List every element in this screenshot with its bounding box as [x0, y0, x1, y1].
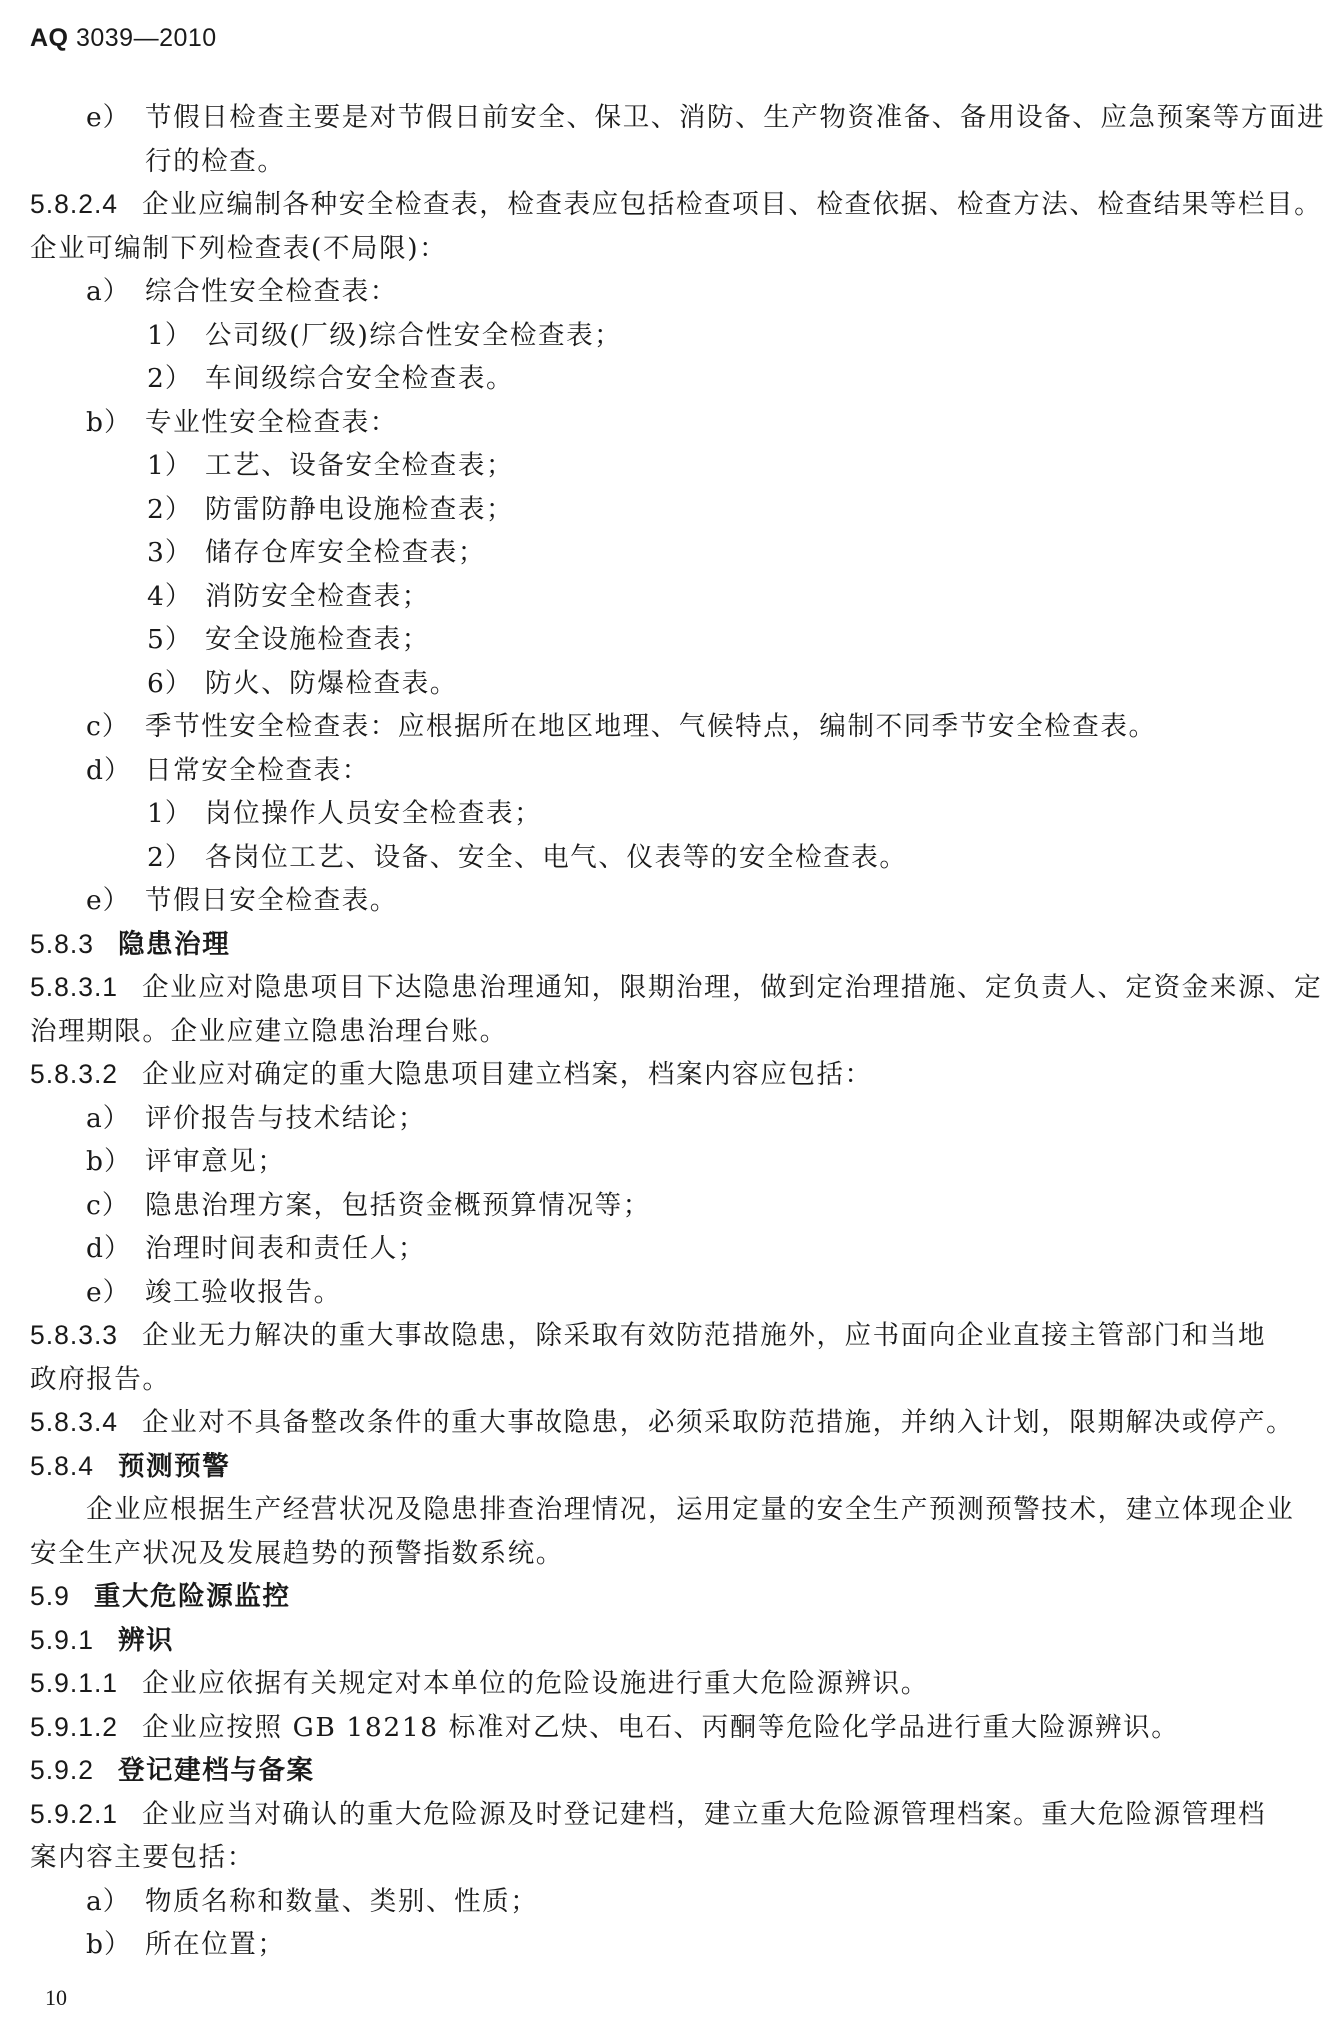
line-text: 安全生产状况及发展趋势的预警指数系统。 — [30, 1537, 564, 1569]
list-marker: 5） — [147, 624, 193, 655]
list-marker: b） — [86, 1929, 132, 1960]
line-text: 企业应按照 GB 18218 标准对乙炔、电石、丙酮等危险化学品进行重大险源辨识。 — [142, 1711, 1180, 1743]
line-text: 企业可编制下列检查表(不局限)： — [30, 232, 448, 264]
list-item — [30, 96, 1326, 140]
section-heading — [30, 1445, 1308, 1489]
line-text: 所在位置； — [145, 1929, 286, 1960]
list-item — [30, 879, 1308, 923]
list-marker: 1） — [147, 319, 193, 351]
heading-text: 重大危险源监控 — [93, 1581, 291, 1612]
list-marker: d） — [86, 1233, 132, 1264]
list-item — [30, 1184, 1308, 1228]
page-number: 10 — [45, 1985, 67, 2010]
list-marker: 2） — [147, 841, 193, 873]
clause-number: 5.9.1.2 — [30, 1711, 119, 1742]
sub-list-item — [30, 836, 1308, 880]
standard-prefix: AQ — [30, 24, 69, 52]
sub-list-item — [30, 618, 1308, 662]
list-marker: c） — [86, 1189, 130, 1221]
heading-text: 隐患治理 — [117, 928, 231, 960]
list-item — [30, 1140, 1308, 1184]
line-text: 政府报告。 — [30, 1363, 171, 1395]
line-text: 治理期限。企业应建立隐患治理台账。 — [30, 1015, 508, 1047]
list-item — [30, 1923, 1308, 1967]
section-heading — [30, 1619, 1308, 1663]
line-text: 安全设施检查表； — [205, 624, 430, 655]
list-marker: 3） — [147, 537, 193, 568]
list-marker: a） — [86, 1102, 131, 1134]
list-marker: 4） — [147, 580, 193, 612]
line-text: 日常安全检查表： — [145, 754, 370, 786]
section-heading — [30, 1575, 1308, 1619]
paragraph-line — [30, 1532, 1308, 1576]
heading-text: 登记建档与备案 — [117, 1755, 315, 1786]
clause-line — [30, 1053, 1308, 1097]
list-marker: a） — [86, 276, 131, 307]
line-text: 企业应对隐患项目下达隐患治理通知，限期治理，做到定治理措施、定负责人、定资金来源、定 — [142, 972, 1323, 1003]
line-text: 物质名称和数量、类别、性质； — [145, 1885, 539, 1917]
line-text: 防雷防静电设施检查表； — [205, 493, 515, 525]
list-marker: e） — [86, 102, 131, 133]
clause-number: 5.8.3.1 — [30, 972, 119, 1002]
line-text: 岗位操作人员安全检查表； — [205, 798, 543, 829]
section-heading — [30, 923, 1308, 967]
clause-number: 5.8.3.4 — [30, 1407, 119, 1437]
list-marker: b） — [86, 406, 132, 438]
line-text: 公司级(厂级)综合性安全检查表； — [205, 319, 623, 351]
list-marker: 1） — [147, 798, 193, 829]
clause-line — [30, 1662, 1308, 1706]
line-text: 企业对不具备整改条件的重大事故隐患，必须采取防范措施，并纳入计划，限期解决或停产。 — [142, 1407, 1295, 1438]
paragraph-line — [30, 227, 1308, 271]
clause-number: 5.8.4 — [30, 1450, 94, 1481]
clause-number: 5.9.2.1 — [30, 1798, 119, 1829]
line-text: 节假日检查主要是对节假日前安全、保卫、消防、生产物资准备、备用设备、应急预案等方面进 — [145, 102, 1326, 133]
line-text: 企业应编制各种安全检查表，检查表应包括检查项目、检查依据、检查方法、检查结果等栏目。 — [142, 189, 1323, 220]
line-text: 治理时间表和责任人； — [145, 1233, 426, 1264]
sub-list-item — [30, 575, 1308, 619]
line-text: 评价报告与技术结论； — [145, 1102, 426, 1134]
clause-number: 5.9.2 — [30, 1755, 94, 1785]
line-text: 车间级综合安全检查表。 — [205, 363, 515, 394]
line-text: 防火、防爆检查表。 — [205, 667, 458, 699]
line-text: 各岗位工艺、设备、安全、电气、仪表等的安全检查表。 — [205, 841, 908, 873]
document-header — [30, 24, 217, 53]
list-marker: e） — [86, 1276, 131, 1308]
list-marker: 6） — [147, 667, 193, 699]
clause-line — [30, 1314, 1308, 1358]
line-text: 竣工验收报告。 — [145, 1276, 342, 1308]
line-text: 储存仓库安全检查表； — [205, 537, 486, 568]
list-item — [30, 401, 1308, 445]
line-text: 专业性安全检查表： — [145, 406, 398, 438]
list-item — [30, 749, 1308, 793]
sub-list-item — [30, 314, 1308, 358]
list-item — [30, 1097, 1308, 1141]
line-text: 行的检查。 — [145, 145, 286, 177]
line-text: 消防安全检查表； — [205, 580, 430, 612]
standard-number: 3039—2010 — [75, 24, 217, 52]
clause-number: 5.8.3 — [30, 928, 94, 959]
paragraph-line — [30, 1010, 1308, 1054]
clause-number: 5.9.1.1 — [30, 1668, 119, 1698]
clause-line — [30, 1793, 1308, 1837]
clause-line — [30, 966, 1323, 1010]
clause-line — [30, 183, 1323, 227]
clause-line — [30, 1706, 1308, 1750]
line-text: 企业无力解决的重大事故隐患，除采取有效防范措施外，应书面向企业直接主管部门和当地 — [142, 1320, 1267, 1351]
list-item — [30, 1880, 1308, 1924]
list-item — [30, 1227, 1308, 1271]
paragraph-line — [30, 1836, 1308, 1880]
line-text: 评审意见； — [145, 1146, 286, 1177]
clause-number: 5.8.3.3 — [30, 1320, 119, 1350]
paragraph-line — [30, 1488, 1308, 1532]
clause-number: 5.8.2.4 — [30, 189, 119, 219]
list-marker: a） — [86, 1885, 131, 1917]
line-text: 综合性安全检查表： — [145, 276, 398, 307]
list-marker: 2） — [147, 363, 193, 394]
line-text: 企业应对确定的重大隐患项目建立档案，档案内容应包括： — [142, 1059, 873, 1090]
clause-number: 5.9.1 — [30, 1624, 94, 1655]
line-text: 企业应根据生产经营状况及隐患排查治理情况，运用定量的安全生产预测预警技术，建立体现企业 — [86, 1494, 1295, 1525]
line-text: 企业应依据有关规定对本单位的危险设施进行重大危险源辨识。 — [142, 1668, 929, 1699]
line-text: 案内容主要包括： — [30, 1842, 255, 1873]
sub-list-item — [30, 531, 1308, 575]
list-item — [30, 705, 1308, 749]
list-marker: c） — [86, 711, 130, 742]
clause-number: 5.9 — [30, 1581, 70, 1611]
sub-list-item — [30, 444, 1308, 488]
list-item — [30, 270, 1308, 314]
clause-line — [30, 1401, 1308, 1445]
line-text: 隐患治理方案，包括资金概预算情况等； — [145, 1189, 651, 1221]
list-item — [30, 1271, 1308, 1315]
list-marker: b） — [86, 1146, 132, 1177]
sub-list-item — [30, 792, 1308, 836]
heading-text: 辨识 — [117, 1624, 175, 1656]
sub-list-item — [30, 357, 1308, 401]
line-text: 季节性安全检查表：应根据所在地区地理、气候特点，编制不同季节安全检查表。 — [145, 711, 1157, 742]
line-text: 企业应当对确认的重大危险源及时登记建档，建立重大危险源管理档案。重大危险源管理档 — [142, 1798, 1267, 1830]
clause-number: 5.8.3.2 — [30, 1059, 119, 1089]
list-marker: 2） — [147, 493, 193, 525]
document-body — [30, 96, 1326, 1967]
list-marker: 1） — [147, 450, 193, 481]
list-marker: d） — [86, 754, 132, 786]
line-text: 工艺、设备安全检查表； — [205, 450, 515, 481]
list-marker: e） — [86, 885, 131, 916]
sub-list-item — [30, 662, 1308, 706]
paragraph-line — [30, 1358, 1308, 1402]
section-heading — [30, 1749, 1308, 1793]
line-text: 节假日安全检查表。 — [145, 885, 398, 916]
heading-text: 预测预警 — [117, 1450, 231, 1482]
list-item-continuation — [30, 140, 1308, 184]
sub-list-item — [30, 488, 1308, 532]
